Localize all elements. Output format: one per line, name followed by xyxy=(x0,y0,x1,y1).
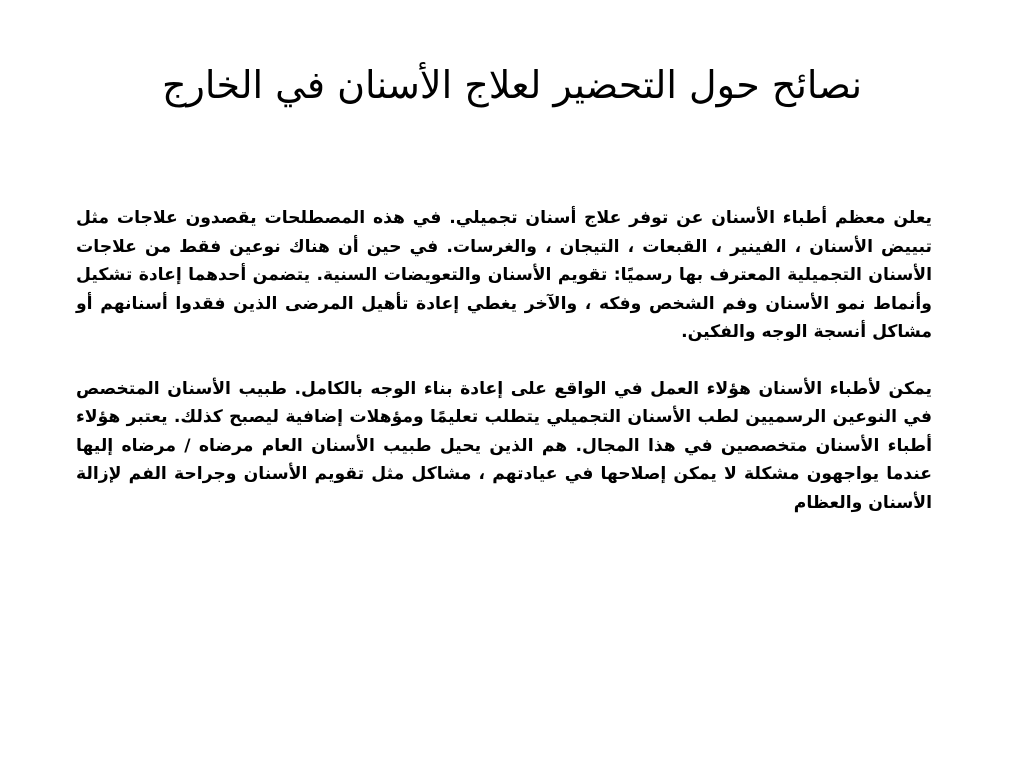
slide-title: نصائح حول التحضير لعلاج الأسنان في الخارج xyxy=(161,63,863,107)
body-paragraph-1: يعلن معظم أطباء الأسنان عن توفر علاج أسنان تجميلي. في هذه المصطلحات يقصدون علاجات مثل تبييض الأسنان ، الفينير ، القبعات ، التيجان ، والغرسات. في حين أن هناك نوعين فقط من علاجات الأسنان التجميلية المعترف بها رسميًا: تقويم الأسنان والتعويضات السنية. يتضمن أحدهما إعادة تشكيل وأنماط نمو الأسنان وفم الشخص وفكه ، والآخر يغطي إعادة تأهيل المرضى الذين فقدوا أسنانهم أو مشاكل أنسجة الوجه والفكين. xyxy=(76,208,932,342)
body-paragraph-2: يمكن لأطباء الأسنان هؤلاء العمل في الواقع على إعادة بناء الوجه بالكامل. طبيب الأسنان المتخصص في النوعين الرسميين لطب الأسنان التجميلي يتطلب تعليمًا ومؤهلات إضافية ليصبح كذلك. يعتبر هؤلاء أطباء الأسنان متخصصين في هذا المجال. هم الذين يحيل طبيب الأسنان العام مرضاه / مرضاه إليها عندما يواجهون مشكلة لا يمكن إصلاحها في عيادتهم ، مشاكل مثل تقويم الأسنان وجراحة الفم لإزالة الأسنان والعظام xyxy=(76,378,932,513)
slide-body xyxy=(76,204,932,545)
